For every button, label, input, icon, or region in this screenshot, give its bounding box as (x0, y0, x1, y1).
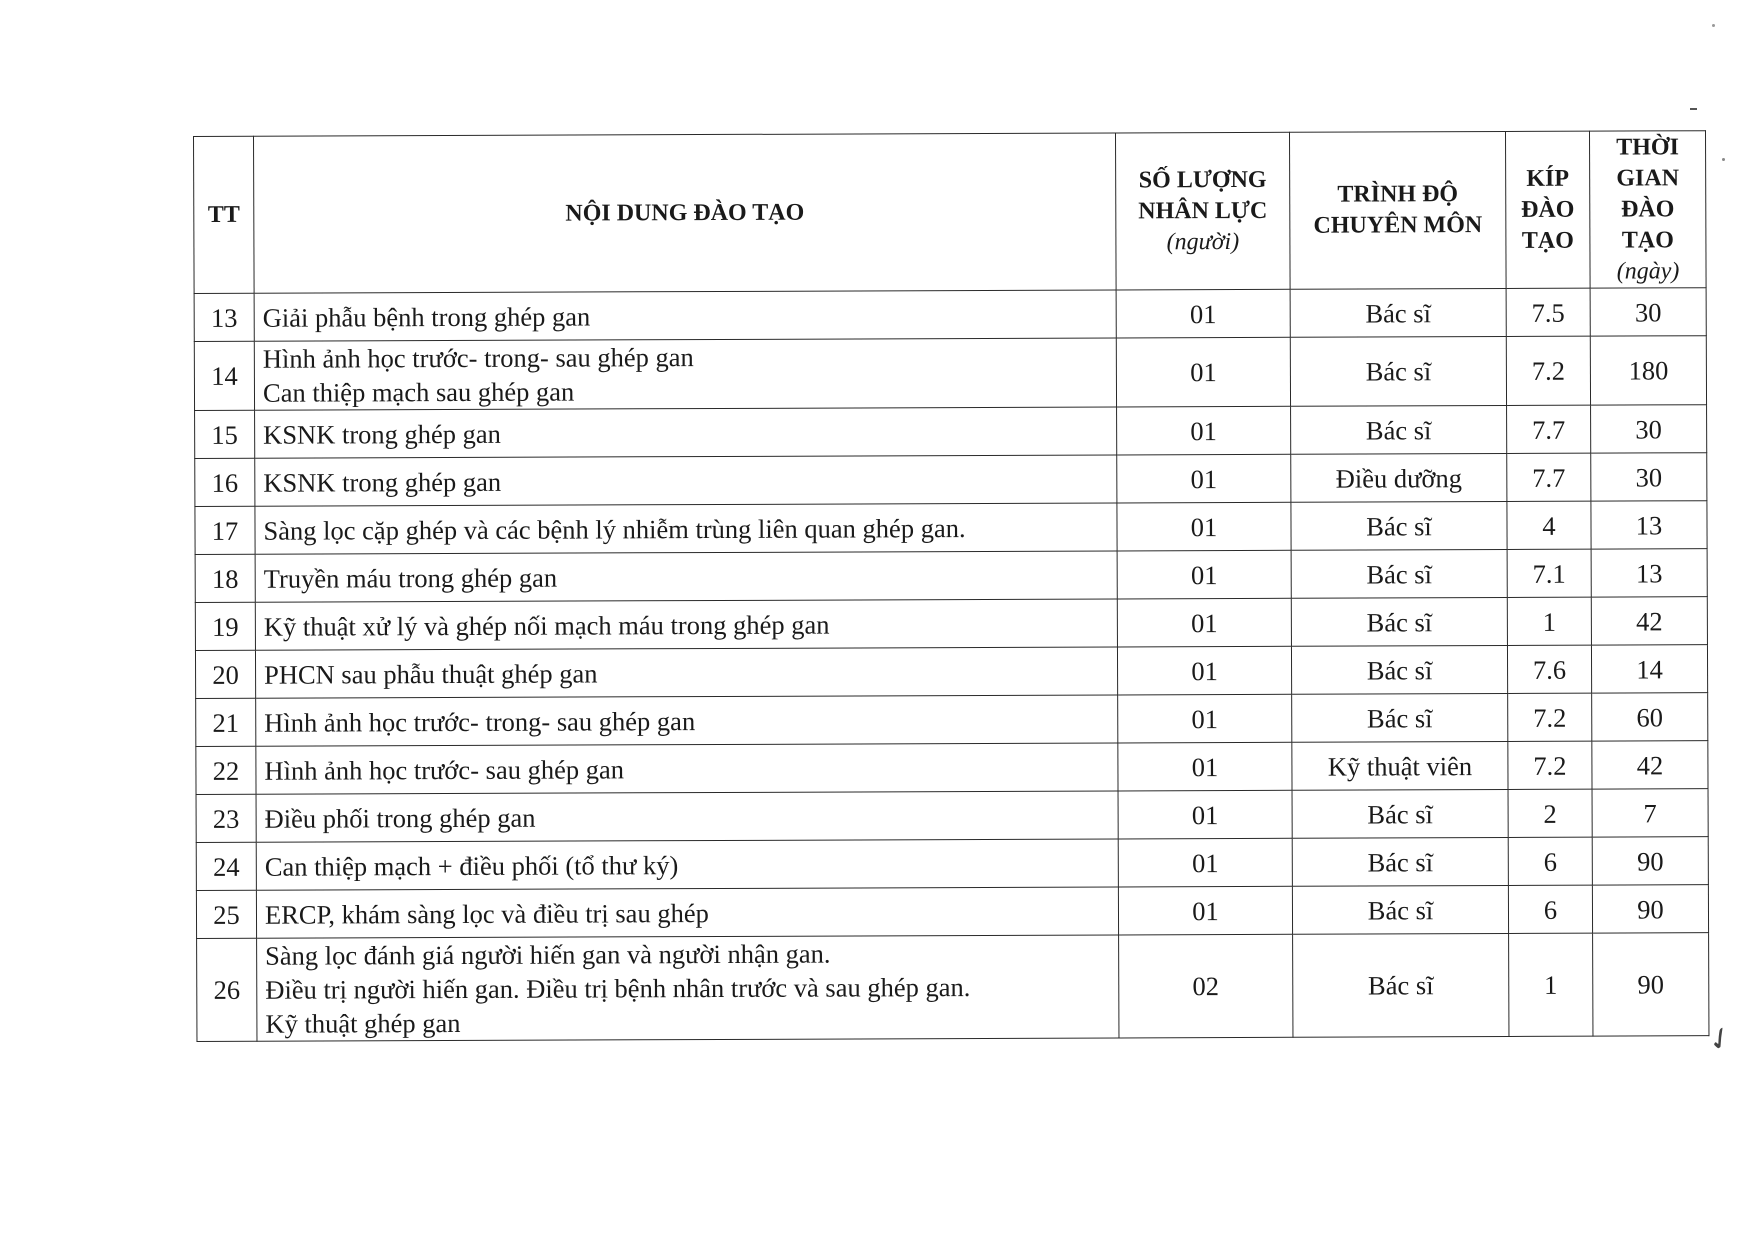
staff-quantity: 02 (1119, 934, 1293, 1038)
staff-quantity: 01 (1117, 406, 1291, 455)
row-number: 26 (197, 938, 257, 1041)
row-number: 15 (195, 410, 255, 458)
professional-level: Kỹ thuật viên (1292, 741, 1508, 790)
row-number: 21 (196, 698, 256, 746)
training-days: 30 (1590, 288, 1706, 336)
table-row (194, 288, 1706, 342)
professional-level: Điều dưỡng (1291, 453, 1507, 502)
content-line: Hình ảnh học trước- trong- sau ghép gan (262, 342, 694, 374)
training-days: 14 (1591, 645, 1707, 693)
training-content (255, 647, 1117, 698)
training-days: 30 (1591, 453, 1707, 501)
row-number: 22 (196, 746, 256, 794)
content-line: PHCN sau phẫu thuật ghép gan (264, 657, 598, 690)
header-quantity: SỐ LƯỢNG NHÂN LỰC (người) (1115, 132, 1290, 290)
training-team: 7.2 (1506, 336, 1590, 405)
training-content (255, 455, 1117, 506)
training-days: 90 (1593, 933, 1709, 1036)
table-body (194, 288, 1709, 1042)
professional-level: Bác sĩ (1292, 837, 1508, 886)
row-number: 23 (196, 794, 256, 842)
professional-level: Bác sĩ (1291, 597, 1507, 646)
scan-mark (1722, 158, 1725, 161)
staff-quantity: 01 (1117, 550, 1291, 599)
content-line: ERCP, khám sàng lọc và điều trị sau ghép (264, 897, 709, 930)
training-content (255, 407, 1117, 458)
staff-quantity: 01 (1118, 694, 1292, 743)
training-plan-table (193, 130, 1709, 1042)
content-line: Hình ảnh học trước- sau ghép gan (264, 753, 625, 786)
training-team: 6 (1508, 885, 1592, 933)
training-content (256, 695, 1118, 746)
training-content (255, 599, 1117, 650)
content-line: Sàng lọc cặp ghép và các bệnh lý nhiễm trùng liên quan ghép gan. (263, 512, 966, 546)
professional-level: Bác sĩ (1291, 501, 1507, 550)
row-number: 19 (195, 602, 255, 650)
table-row (196, 885, 1708, 939)
table-row (195, 405, 1707, 459)
scan-mark (1712, 24, 1715, 27)
content-line: Điều trị người hiến gan. Điều trị bệnh nhân trước và sau ghép gan. (265, 972, 971, 1005)
training-team: 2 (1508, 789, 1592, 837)
header-content: NỘI DUNG ĐÀO TẠO (254, 133, 1117, 293)
table-row (197, 933, 1709, 1042)
professional-level: Bác sĩ (1292, 789, 1508, 838)
row-number: 14 (194, 341, 254, 410)
training-team: 7.6 (1507, 645, 1591, 693)
table-row (195, 501, 1707, 555)
scan-mark (1690, 108, 1697, 110)
training-team: 6 (1508, 837, 1592, 885)
handwritten-mark: ✓ (1700, 1018, 1741, 1061)
training-content (254, 290, 1116, 341)
content-line: Kỹ thuật xử lý và ghép nối mạch máu trong ghép gan (263, 609, 830, 642)
training-days: 42 (1591, 597, 1707, 645)
training-content (256, 839, 1118, 890)
training-days: 60 (1592, 693, 1708, 741)
training-team: 7.7 (1507, 405, 1591, 453)
staff-quantity: 01 (1117, 502, 1291, 551)
content-line: Điều phối trong ghép gan (264, 802, 536, 834)
row-number: 25 (196, 890, 256, 938)
staff-quantity: 01 (1116, 337, 1290, 407)
header-time: THỜI GIAN ĐÀO TẠO (ngày) (1589, 131, 1706, 288)
table-row (195, 549, 1707, 603)
training-team: 7.2 (1508, 693, 1592, 741)
table-row (194, 336, 1706, 411)
content-line: Truyền máu trong ghép gan (263, 562, 558, 594)
training-days: 13 (1591, 501, 1707, 549)
training-days: 90 (1592, 837, 1708, 885)
staff-quantity: 01 (1118, 742, 1292, 791)
professional-level: Bác sĩ (1291, 405, 1507, 454)
training-team: 1 (1507, 597, 1591, 645)
table-row (195, 597, 1707, 651)
content-line: Kỹ thuật ghép gan (265, 1007, 461, 1039)
row-number: 20 (195, 650, 255, 698)
header-kip: KÍP ĐÀO TẠO (1505, 131, 1590, 288)
training-days: 7 (1592, 789, 1708, 837)
table-row (196, 693, 1708, 747)
training-team: 7.1 (1507, 549, 1591, 597)
training-team: 7.2 (1508, 741, 1592, 789)
staff-quantity: 01 (1118, 886, 1292, 935)
training-team: 7.5 (1506, 288, 1590, 336)
table-row (195, 453, 1707, 507)
training-content (256, 743, 1118, 794)
row-number: 17 (195, 506, 255, 554)
training-content (255, 551, 1117, 602)
professional-level: Bác sĩ (1290, 288, 1506, 337)
training-content (254, 338, 1116, 410)
professional-level: Bác sĩ (1292, 693, 1508, 742)
row-number: 13 (194, 293, 254, 341)
professional-level: Bác sĩ (1293, 933, 1509, 1037)
table-row (195, 645, 1707, 699)
staff-quantity: 01 (1118, 790, 1292, 839)
training-content (255, 503, 1117, 554)
professional-level: Bác sĩ (1292, 885, 1508, 934)
content-line: KSNK trong ghép gan (263, 418, 501, 450)
professional-level: Bác sĩ (1290, 336, 1506, 406)
content-line: KSNK trong ghép gan (263, 466, 502, 498)
training-content (257, 935, 1119, 1041)
staff-quantity: 01 (1117, 454, 1291, 503)
header-tt: TT (194, 136, 255, 293)
training-team: 1 (1509, 933, 1593, 1036)
training-days: 42 (1592, 741, 1708, 789)
table-row (196, 741, 1708, 795)
row-number: 24 (196, 842, 256, 890)
row-number: 18 (195, 554, 255, 602)
staff-quantity: 01 (1117, 646, 1291, 695)
staff-quantity: 01 (1116, 289, 1290, 338)
table-row (196, 789, 1708, 843)
professional-level: Bác sĩ (1291, 549, 1507, 598)
content-line: Can thiệp mạch sau ghép gan (262, 376, 575, 408)
content-line: Can thiệp mạch + điều phối (tổ thư ký) (264, 849, 679, 882)
table-header-row (194, 131, 1707, 294)
table-row (196, 837, 1708, 891)
training-days: 30 (1591, 405, 1707, 453)
training-days: 180 (1590, 336, 1706, 405)
professional-level: Bác sĩ (1291, 645, 1507, 694)
header-level: TRÌNH ĐỘ CHUYÊN MÔN (1289, 131, 1506, 289)
content-line: Giải phẫu bệnh trong ghép gan (262, 300, 591, 333)
row-number: 16 (195, 458, 255, 506)
content-line: Hình ảnh học trước- trong- sau ghép gan (264, 705, 696, 738)
content-line: Sàng lọc đánh giá người hiến gan và người nhận gan. (265, 938, 831, 971)
training-team: 7.7 (1507, 453, 1591, 501)
training-days: 90 (1592, 885, 1708, 933)
training-team: 4 (1507, 501, 1591, 549)
staff-quantity: 01 (1117, 598, 1291, 647)
training-content (256, 887, 1118, 938)
staff-quantity: 01 (1118, 838, 1292, 887)
training-days: 13 (1591, 549, 1707, 597)
training-content (256, 791, 1118, 842)
